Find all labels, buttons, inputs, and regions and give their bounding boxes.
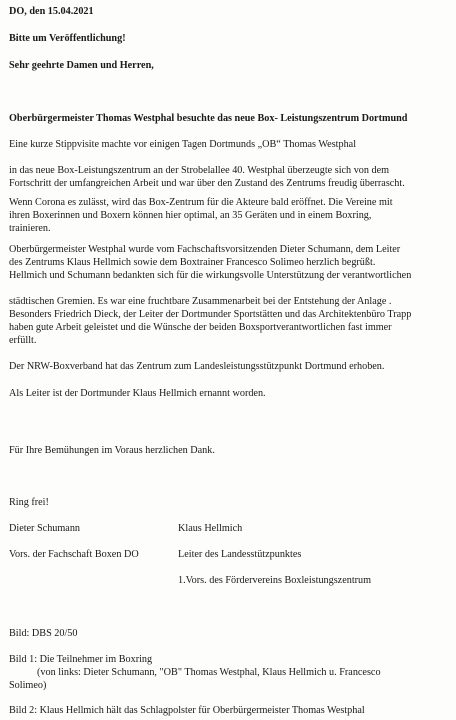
paragraph-1-line-3: Fortschritt der umfangreichen Arbeit und war über den Zustand des Zentrums freudig überrascht. bbox=[9, 178, 405, 189]
headline: Oberbürgermeister Thomas Westphal besuchte das neue Box- Leistungszentrum Dortmund bbox=[9, 113, 408, 124]
paragraph-4: Der NRW-Boxverband hat das Zentrum zum Landesleistungsstützpunkt Dortmund erhoben. bbox=[9, 361, 385, 372]
paragraph-2-line-3: trainieren. bbox=[9, 223, 51, 234]
paragraph-3-line-6: haben gute Arbeit geleistet und die Wünsche der beiden Boxsportverantwortlichen fast immer bbox=[9, 322, 392, 333]
paragraph-5: Als Leiter ist der Dortmunder Klaus Hellmich ernannt worden. bbox=[9, 388, 266, 399]
paragraph-2-line-1: Wenn Corona es zulässt, wird das Box-Zentrum für die Akteure bald eröffnet. Die Vereine mit bbox=[9, 197, 393, 208]
paragraph-3-line-3: Hellmich und Schumann bedankten sich für die wirkungsvolle Unterstützung der verantwortlichen bbox=[9, 270, 412, 281]
paragraph-2-line-2: ihren Boxerinnen und Boxern können hier optimal, an 35 Geräten und in einem Boxring, bbox=[9, 210, 372, 221]
paragraph-3-line-7: erfüllt. bbox=[9, 335, 37, 346]
date-line: DO, den 15.04.2021 bbox=[9, 6, 94, 17]
paragraph-3-line-1: Oberbürgermeister Westphal wurde vom Fachschaftsvorsitzenden Dieter Schumann, dem Leiter bbox=[9, 244, 401, 255]
signer-role-right-2: 1.Vors. des Fördervereins Boxleistungszentrum bbox=[178, 575, 372, 586]
paragraph-3-line-4: städtischen Gremien. Es war eine fruchtbare Zusammenarbeit bei der Entstehung der Anlage . bbox=[9, 296, 392, 307]
signer-role-right: Leiter des Landesstützpunktes bbox=[178, 549, 302, 560]
caption-bild-1-detail: (von links: Dieter Schumann, "OB" Thomas Westphal, Klaus Hellmich u. Francesco bbox=[37, 667, 381, 678]
signer-name-left: Dieter Schumann bbox=[9, 523, 81, 534]
publication-request: Bitte um Veröffentlichung! bbox=[9, 33, 126, 44]
paragraph-3-line-2: des Zentrums Klaus Hellmich sowie dem Boxtrainer Francesco Solimeo herzlich begrüßt. bbox=[9, 257, 376, 268]
paragraph-1-line-2: in das neue Box-Leistungszentrum an der Strobelallee 40. Westphal überzeugte sich von dem bbox=[9, 165, 390, 176]
salutation: Sehr geehrte Damen und Herren, bbox=[9, 60, 154, 71]
signer-role-left: Vors. der Fachschaft Boxen DO bbox=[9, 549, 139, 560]
signer-name-right: Klaus Hellmich bbox=[178, 523, 243, 534]
photo-credit: Bild: DBS 20/50 bbox=[9, 628, 78, 639]
caption-bild-1-detail-end: Solimeo) bbox=[9, 680, 47, 691]
paragraph-3-line-5: Besonders Friedrich Dieck, der Leiter der Dortmunder Sportstätten und das Architektenbüro Trapp bbox=[9, 309, 412, 320]
closing-greeting: Ring frei! bbox=[9, 497, 49, 508]
paragraph-1-line-1: Eine kurze Stippvisite machte vor einigen Tagen Dortmunds „OB“ Thomas Westphal bbox=[9, 139, 357, 150]
caption-bild-2: Bild 2: Klaus Hellmich hält das Schlagpolster für Oberbürgermeister Thomas Westphal bbox=[9, 705, 365, 716]
thanks-line: Für Ihre Bemühungen im Voraus herzlichen Dank. bbox=[9, 445, 215, 456]
caption-bild-1: Bild 1: Die Teilnehmer im Boxring bbox=[9, 654, 153, 665]
